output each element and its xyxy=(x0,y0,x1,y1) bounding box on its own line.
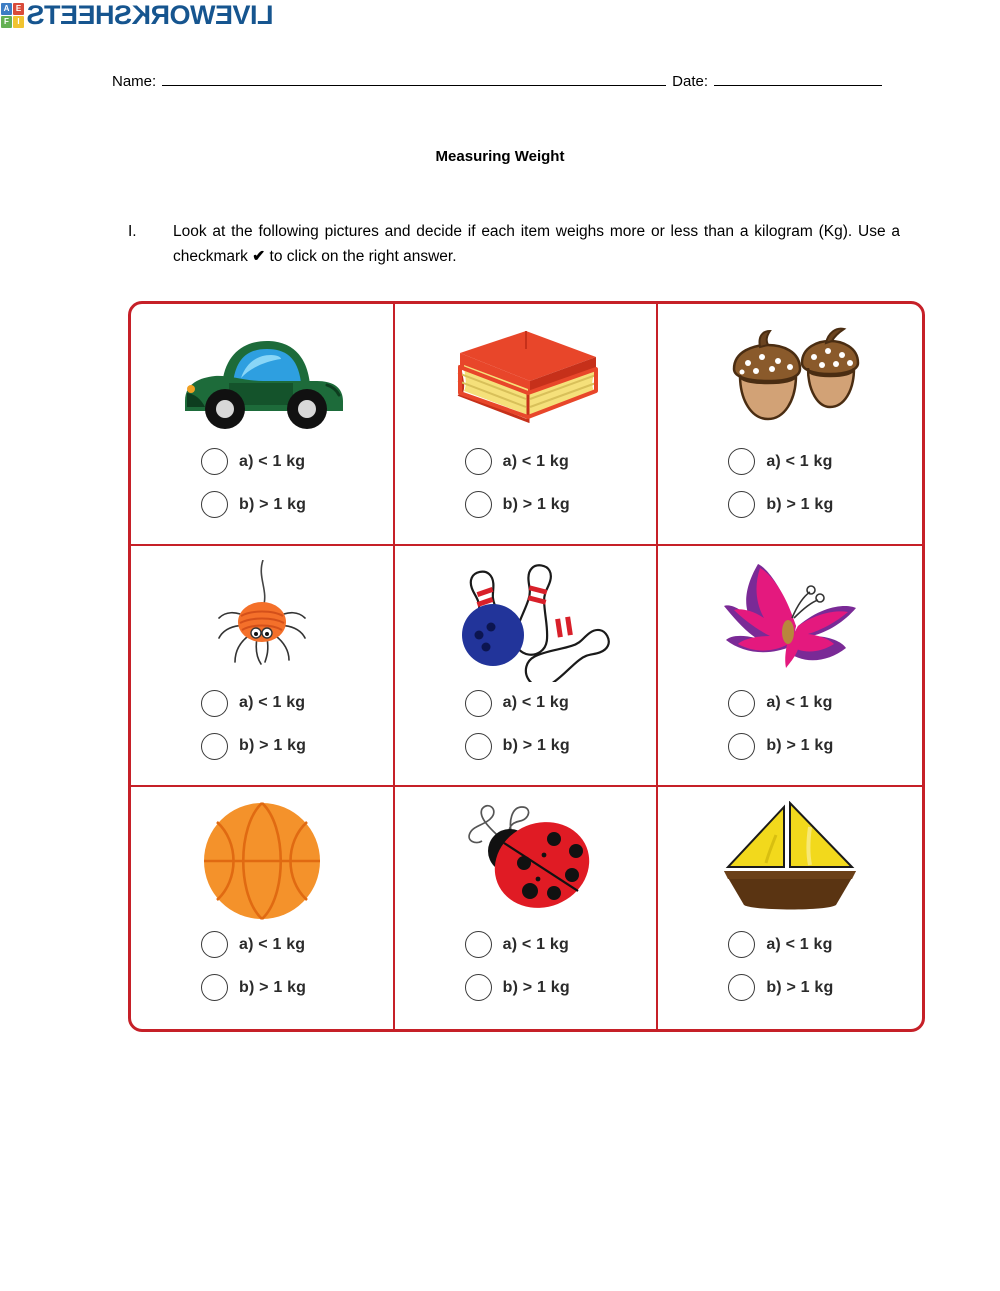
option-label: a) < 1 kg xyxy=(239,452,306,470)
name-input-line[interactable] xyxy=(162,72,666,86)
logo-tile-i: I xyxy=(13,16,24,28)
option-a-spider[interactable] xyxy=(201,690,393,717)
option-b-book[interactable] xyxy=(465,491,657,518)
option-label: a) < 1 kg xyxy=(766,935,833,953)
item-cell-spider xyxy=(131,546,395,788)
item-cell-car xyxy=(131,304,395,546)
radio-circle-icon[interactable] xyxy=(728,491,755,518)
option-b-ladybug[interactable] xyxy=(465,974,657,1001)
option-b-bowling[interactable] xyxy=(465,733,657,760)
instruction-text-part2: to click on the right answer. xyxy=(265,248,457,266)
item-cell-sailboat xyxy=(658,787,922,1029)
item-cell-ladybug xyxy=(395,787,659,1029)
radio-circle-icon[interactable] xyxy=(465,931,492,958)
name-date-row xyxy=(112,72,882,90)
option-label: a) < 1 kg xyxy=(502,452,569,470)
option-a-book[interactable] xyxy=(465,448,657,475)
radio-circle-icon[interactable] xyxy=(728,690,755,717)
radio-circle-icon[interactable] xyxy=(728,733,755,760)
option-label: a) < 1 kg xyxy=(502,935,569,953)
option-label: b) > 1 kg xyxy=(502,737,570,755)
option-label: b) > 1 kg xyxy=(239,737,307,755)
option-a-ladybug[interactable] xyxy=(465,931,657,958)
spider-illustration xyxy=(131,560,393,680)
instruction-text-part1: Look at the following pictures and decide if each item weighs more or less than a kilogram (Kg). Use a checkmark xyxy=(173,223,900,266)
sailboat-illustration xyxy=(658,801,922,921)
option-b-butterfly[interactable] xyxy=(728,733,922,760)
logo-tile-f: F xyxy=(1,16,12,28)
option-label: a) < 1 kg xyxy=(766,452,833,470)
options-acorns xyxy=(658,448,922,534)
option-a-bowling[interactable] xyxy=(465,690,657,717)
item-cell-book xyxy=(395,304,659,546)
option-a-butterfly[interactable] xyxy=(728,690,922,717)
acorns-illustration xyxy=(658,318,922,438)
option-label: a) < 1 kg xyxy=(239,935,306,953)
option-a-car[interactable] xyxy=(201,448,393,475)
radio-circle-icon[interactable] xyxy=(465,733,492,760)
basketball-illustration xyxy=(131,801,393,921)
page-title: Measuring Weight xyxy=(435,148,565,165)
radio-circle-icon[interactable] xyxy=(465,448,492,475)
date-label: Date: xyxy=(672,73,708,90)
radio-circle-icon[interactable] xyxy=(201,931,228,958)
radio-circle-icon[interactable] xyxy=(201,974,228,1001)
options-sailboat xyxy=(658,931,922,1017)
logo-tile-e: E xyxy=(13,3,24,15)
option-label: b) > 1 kg xyxy=(766,495,834,513)
item-cell-butterfly xyxy=(658,546,922,788)
name-label: Name: xyxy=(112,73,157,90)
option-b-basketball[interactable] xyxy=(201,974,393,1001)
radio-circle-icon[interactable] xyxy=(465,974,492,1001)
radio-circle-icon[interactable] xyxy=(728,931,755,958)
option-a-basketball[interactable] xyxy=(201,931,393,958)
option-label: b) > 1 kg xyxy=(766,737,834,755)
options-ladybug xyxy=(395,931,657,1017)
logo-letter-tiles xyxy=(0,2,25,29)
option-label: a) < 1 kg xyxy=(766,694,833,712)
radio-circle-icon[interactable] xyxy=(465,491,492,518)
instruction-text xyxy=(173,219,900,269)
options-basketball xyxy=(131,931,393,1017)
radio-circle-icon[interactable] xyxy=(201,448,228,475)
option-label: b) > 1 kg xyxy=(502,495,570,513)
logo-wordmark: LIVEWORKSHEETS xyxy=(27,0,274,30)
option-b-acorns[interactable] xyxy=(728,491,922,518)
bowling-illustration xyxy=(395,560,657,680)
instruction-number: I. xyxy=(128,223,137,240)
options-bowling xyxy=(395,690,657,776)
option-label: b) > 1 kg xyxy=(239,495,307,513)
option-b-car[interactable] xyxy=(201,491,393,518)
option-a-acorns[interactable] xyxy=(728,448,922,475)
butterfly-illustration xyxy=(658,560,922,680)
item-grid xyxy=(128,301,925,1032)
radio-circle-icon[interactable] xyxy=(728,974,755,1001)
option-label: b) > 1 kg xyxy=(239,978,307,996)
option-b-spider[interactable] xyxy=(201,733,393,760)
options-butterfly xyxy=(658,690,922,776)
date-input-line[interactable] xyxy=(714,72,882,86)
radio-circle-icon[interactable] xyxy=(201,733,228,760)
ladybug-illustration xyxy=(395,801,657,921)
liveworksheets-logo xyxy=(0,2,274,29)
option-label: a) < 1 kg xyxy=(239,694,306,712)
logo-tile-a: A xyxy=(1,3,12,15)
option-label: b) > 1 kg xyxy=(502,978,570,996)
options-car xyxy=(131,448,393,534)
option-label: b) > 1 kg xyxy=(766,978,834,996)
book-illustration xyxy=(395,318,657,438)
option-a-sailboat[interactable] xyxy=(728,931,922,958)
radio-circle-icon[interactable] xyxy=(201,690,228,717)
radio-circle-icon[interactable] xyxy=(728,448,755,475)
radio-circle-icon[interactable] xyxy=(201,491,228,518)
instruction-block xyxy=(128,219,900,269)
radio-circle-icon[interactable] xyxy=(465,690,492,717)
car-illustration xyxy=(131,318,393,438)
option-b-sailboat[interactable] xyxy=(728,974,922,1001)
item-cell-acorns xyxy=(658,304,922,546)
checkmark-icon: ✔ xyxy=(252,248,266,266)
options-spider xyxy=(131,690,393,776)
item-cell-bowling xyxy=(395,546,659,788)
item-cell-basketball xyxy=(131,787,395,1029)
options-book xyxy=(395,448,657,534)
option-label: a) < 1 kg xyxy=(502,694,569,712)
